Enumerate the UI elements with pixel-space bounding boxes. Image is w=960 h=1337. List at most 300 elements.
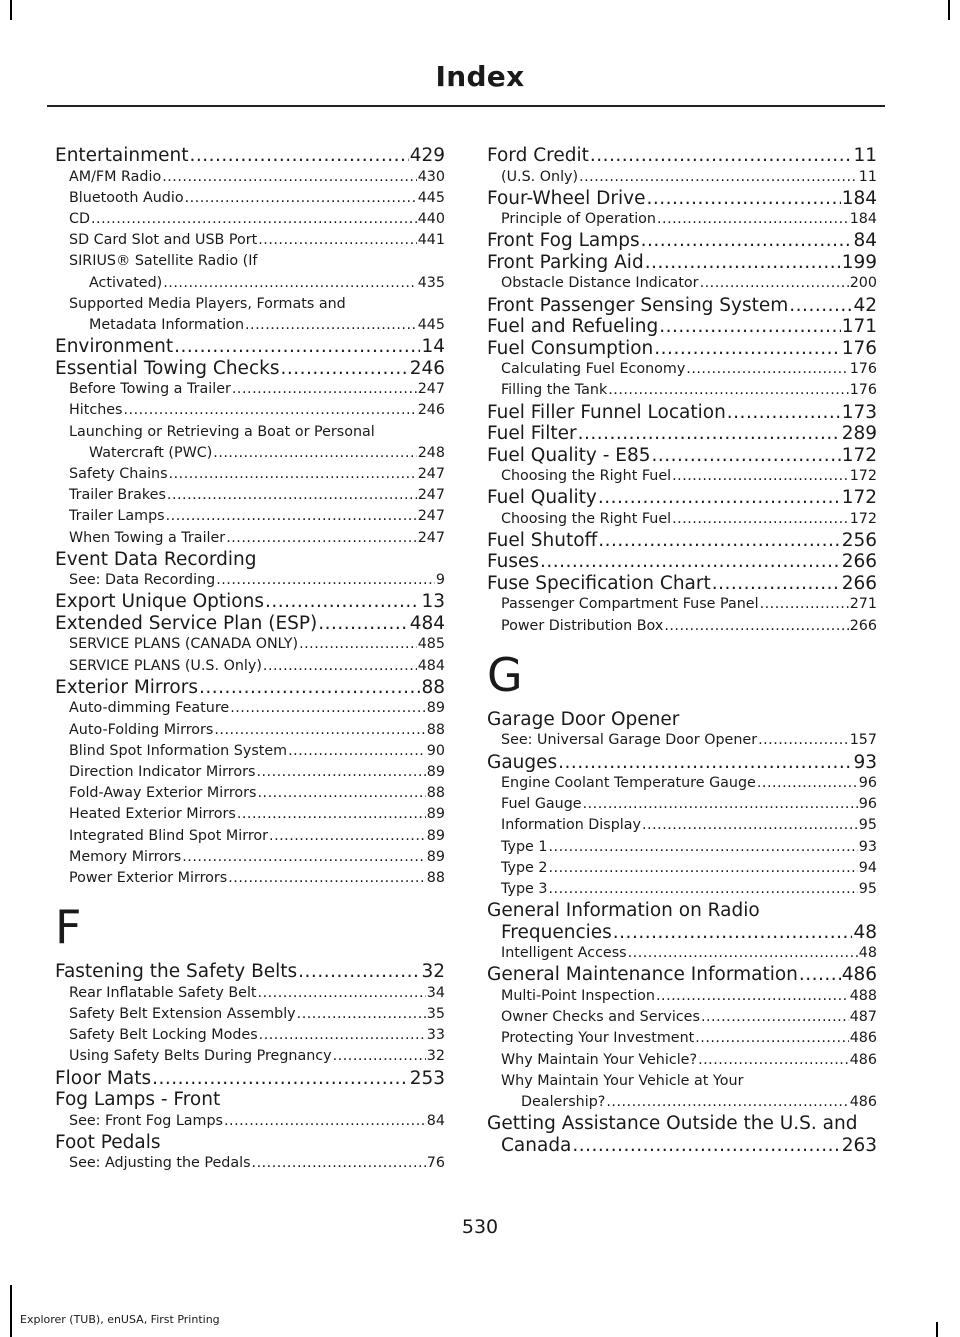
index-entry[interactable] [487,487,877,509]
index-subentry[interactable] [55,570,445,591]
page-reference: 176 [849,361,877,378]
page-reference: 48 [853,921,877,943]
entry-text: Fuse Specification Chart [487,572,711,594]
index-subentry[interactable] [55,209,445,230]
page-reference: 248 [417,444,445,461]
index-entry[interactable] [487,252,877,274]
index-subentry[interactable] [55,506,445,527]
dot-leader [613,922,853,944]
index-subentry[interactable] [55,868,445,889]
page-reference: 89 [426,806,445,823]
index-subentry[interactable] [55,464,445,485]
entry-text: Event Data Recording [55,548,257,570]
page-reference: 440 [417,210,445,227]
index-subentry[interactable] [55,783,445,804]
index-entry[interactable] [55,677,445,699]
dot-leader [583,794,858,815]
index-entry [55,1132,445,1154]
index-entry[interactable] [487,402,877,424]
index-subentry[interactable] [55,188,445,209]
page-reference: 93 [853,751,877,773]
entry-text: Essential Towing Checks [55,357,280,379]
entry-text: Why Maintain Your Vehicle at Your [501,1072,744,1089]
entry-text: Supported Media Players, Formats and [69,295,346,312]
dot-leader [245,315,417,336]
index-subentry[interactable] [487,986,877,1007]
entry-text: Fuel Consumption [487,337,654,359]
dot-leader [657,209,849,230]
page-reference: 246 [417,402,445,419]
dot-leader [333,1046,426,1067]
entry-text: Watercraft (PWC) [89,444,213,461]
dot-leader [169,464,417,485]
dot-leader [124,400,417,421]
index-entry[interactable] [487,295,877,317]
index-subentry[interactable] [55,826,445,847]
page-reference: 96 [858,796,877,813]
dot-leader [258,783,426,804]
entry-text: Floor Mats [55,1067,152,1089]
page-reference: 441 [417,232,445,249]
page-reference: 34 [426,984,445,1001]
index-subentry[interactable] [487,858,877,879]
dot-leader [167,485,417,506]
entry-text: SERVICE PLANS (U.S. Only) [69,657,262,674]
entry-text: Power Distribution Box [501,617,664,634]
index-subentry[interactable] [487,359,877,380]
dot-leader [299,634,417,655]
index-subentry[interactable] [55,167,445,188]
page-reference: 88 [426,785,445,802]
page-reference: 435 [417,274,445,291]
entry-text: Type 3 [501,881,548,898]
entry-text: Front Parking Aid [487,251,644,273]
dot-leader [598,487,841,509]
header-rule [47,105,885,107]
entry-text: Frequencies [501,921,612,943]
dot-leader [656,986,849,1007]
index-subentry [55,294,445,315]
dot-leader [672,509,849,530]
entry-text: SIRIUS® Satellite Radio (If [69,253,258,270]
dot-leader [695,1028,848,1049]
entry-text: Owner Checks and Services [501,1009,700,1026]
entry-text: Type 2 [501,859,548,876]
index-subentry[interactable] [55,762,445,783]
index-subentry[interactable] [487,730,877,751]
entry-text: Launching or Retrieving a Boat or Personal [69,423,375,440]
index-entry[interactable] [487,316,877,338]
dot-leader [258,983,426,1004]
entry-text: Gauges [487,751,558,773]
dot-leader [199,677,420,699]
index-subentry[interactable] [55,804,445,825]
entry-text: Safety Chains [69,465,168,482]
crop-mark-bottom-left [10,1285,12,1337]
dot-leader [548,879,857,900]
entry-text: Why Maintain Your Vehicle? [501,1051,698,1068]
index-entry [487,709,877,731]
index-entry[interactable] [487,338,877,360]
entry-text: Passenger Compartment Fuse Panel [501,596,759,613]
dot-leader [606,1092,848,1113]
page-reference: 88 [426,869,445,886]
index-subentry[interactable] [487,380,877,401]
index-entry[interactable] [487,145,877,167]
index-entry[interactable] [487,964,877,986]
index-subentry[interactable] [55,315,445,336]
page-reference: 172 [849,468,877,485]
index-subentry[interactable] [487,209,877,230]
page-reference: 266 [841,572,877,594]
entry-text: Before Towing a Trailer [69,381,231,398]
page-reference: 256 [841,529,877,551]
page-reference: 172 [841,487,877,509]
index-subentry[interactable] [487,1028,877,1049]
entry-text: See: Adjusting the Pedals [69,1155,251,1172]
entry-text: Choosing the Right Fuel [501,510,672,527]
index-entry[interactable] [487,530,877,552]
page-reference: 176 [849,382,877,399]
dot-leader [174,336,420,358]
index-subentry[interactable] [55,379,445,400]
dot-leader [190,145,409,167]
entry-text: Fuel Filter [487,423,577,445]
page-reference: 88 [426,721,445,738]
page-title: Index [435,60,525,93]
page-reference: 485 [417,636,445,653]
page-reference: 445 [417,189,445,206]
dot-leader [228,868,426,889]
index-subentry[interactable] [487,509,877,530]
index-entry[interactable] [55,961,445,983]
entry-text: Auto-dimming Feature [69,700,230,717]
entry-text: Foot Pedals [55,1131,161,1153]
entry-text: Principle of Operation [501,211,656,228]
dot-leader [654,338,840,360]
index-subentry[interactable] [487,466,877,487]
page-reference: 246 [409,357,445,379]
page-reference: 263 [841,1134,877,1156]
entry-text: See: Front Fog Lamps [69,1112,223,1129]
page-reference: 95 [858,817,877,834]
entry-text: Extended Service Plan (ESP) [55,612,318,634]
index-subentry[interactable] [487,943,877,964]
page-reference: 289 [841,423,877,445]
page-reference: 96 [858,775,877,792]
section-letter: G [487,647,523,702]
index-subentry[interactable] [55,1153,445,1174]
page-reference: 35 [426,1005,445,1022]
entry-text: Power Exterior Mirrors [69,869,228,886]
index-subentry[interactable] [55,400,445,421]
dot-leader [230,698,426,719]
dot-leader [758,730,849,751]
page-reference: 84 [426,1112,445,1129]
dot-leader [258,230,416,251]
entry-text: Export Unique Options [55,591,264,613]
page-reference: 93 [858,838,877,855]
index-subentry[interactable] [55,1025,445,1046]
index-entry[interactable] [487,230,877,252]
index-entry[interactable] [55,336,445,358]
index-entry[interactable] [55,613,445,635]
page-reference: 184 [849,211,877,228]
entry-text: General Maintenance Information [487,964,798,986]
edition-footer: Explorer (TUB), enUSA, First Printing [20,1313,220,1326]
page-reference: 445 [417,316,445,333]
dot-leader [712,573,841,595]
entry-text: Fuel Gauge [501,796,582,813]
page-reference: 199 [841,251,877,273]
dot-leader [182,847,426,868]
dot-leader [280,358,408,380]
dot-leader [162,167,416,188]
page-reference: 95 [858,881,877,898]
page-reference: 429 [409,145,445,166]
page-reference: 487 [849,1009,877,1026]
page-reference: 176 [841,337,877,359]
entry-text: When Towing a Trailer [69,529,226,546]
entry-text: Auto-Folding Mirrors [69,721,214,738]
page-reference: 486 [849,1093,877,1110]
dot-leader [558,752,852,774]
entry-text: (U.S. Only) [501,168,579,185]
entry-text: Rear Inflatable Safety Belt [69,984,257,1001]
index-subentry[interactable] [487,167,877,188]
entry-text: Information Display [501,817,642,834]
index-subentry[interactable] [487,1050,877,1071]
index-entry [487,1113,877,1135]
entry-text: Direction Indicator Mirrors [69,763,256,780]
entry-text: Choosing the Right Fuel [501,468,672,485]
entry-text: Dealership? [521,1093,606,1110]
index-subentry[interactable] [55,634,445,655]
page-reference: 253 [409,1067,445,1089]
entry-text: Fuel and Refueling [487,316,659,338]
page-reference: 11 [853,145,877,166]
dot-leader [548,837,857,858]
index-subentry[interactable] [487,616,877,637]
dot-leader [641,230,853,252]
dot-leader [799,964,841,986]
index-subentry[interactable] [487,879,877,900]
index-subentry[interactable] [55,1111,445,1132]
entry-text: CD [69,210,90,227]
entry-text: Ford Credit [487,145,589,166]
index-subentry[interactable] [487,815,877,836]
index-subentry[interactable] [487,837,877,858]
index-subentry [55,251,445,272]
dot-leader [237,804,426,825]
entry-text: Type 1 [501,838,548,855]
entry-text: Bluetooth Audio [69,189,184,206]
entry-text: Filling the Tank [501,382,608,399]
dot-leader [727,402,841,424]
entry-text: Trailer Brakes [69,487,166,504]
dot-leader [701,1007,849,1028]
index-subentry[interactable] [55,443,445,464]
index-entry[interactable] [55,591,445,613]
dot-leader [318,613,408,635]
index-subentry[interactable] [55,720,445,741]
index-entry[interactable] [487,551,877,573]
index-entry[interactable] [487,573,877,595]
entry-text: SD Card Slot and USB Port [69,232,258,249]
dot-leader [540,551,841,573]
entry-text: Trailer Lamps [69,508,165,525]
dot-leader [647,188,841,210]
entry-text: Multi-Point Inspection [501,987,655,1004]
dot-leader [578,423,841,445]
index-entry[interactable] [487,752,877,774]
index-subentry[interactable] [55,847,445,868]
index-subentry[interactable] [487,1092,877,1113]
page-reference: 172 [849,510,877,527]
entry-text: Fuel Shutoff [487,529,598,551]
entry-text: Entertainment [55,145,189,166]
entry-text: Fuel Quality - E85 [487,444,651,466]
index-entry[interactable] [487,188,877,210]
entry-text: Front Fog Lamps [487,230,640,252]
index-subentry[interactable] [487,273,877,294]
page-reference: 486 [849,1030,877,1047]
dot-leader [652,445,841,467]
index-subentry[interactable] [55,528,445,549]
entry-text: Calculating Fuel Economy [501,361,686,378]
dot-leader [686,359,848,380]
index-subentry[interactable] [55,485,445,506]
index-subentry[interactable] [487,1007,877,1028]
index-column-right [487,145,877,1156]
dot-leader [628,943,858,964]
dot-leader [659,316,840,338]
dot-leader [548,858,857,879]
dot-leader [259,1025,426,1046]
index-entry[interactable] [487,423,877,445]
dot-leader [185,188,417,209]
dot-leader [789,295,852,317]
dot-leader [700,273,849,294]
dot-leader [91,209,417,230]
index-subentry[interactable] [487,773,877,794]
entry-text: Integrated Blind Spot Mirror [69,827,269,844]
index-subentry[interactable] [55,1004,445,1025]
page-reference: 89 [426,700,445,717]
entry-text: AM/FM Radio [69,168,162,185]
entry-text: Safety Belt Extension Assembly [69,1005,296,1022]
entry-text: Fog Lamps - Front [55,1089,221,1110]
entry-text: Environment [55,336,174,358]
index-subentry[interactable] [55,273,445,294]
entry-text: Protecting Your Investment [501,1030,695,1047]
page-reference: 247 [417,465,445,482]
page-reference: 33 [426,1027,445,1044]
entry-text: Getting Assistance Outside the U.S. and [487,1113,858,1135]
index-entry[interactable] [487,445,877,467]
section-letter: F [55,900,82,955]
index-subentry[interactable] [55,656,445,677]
index-subentry[interactable] [487,594,877,615]
index-subentry [487,1071,877,1092]
dot-leader [213,443,416,464]
page-reference: 247 [417,508,445,525]
entry-text: Canada [501,1134,572,1156]
dot-leader [698,1050,849,1071]
index-entry[interactable] [55,1068,445,1090]
entry-text: Activated) [89,274,163,291]
page-reference: 266 [849,617,877,634]
index-entry[interactable] [487,1135,877,1157]
entry-text: Exterior Mirrors [55,676,198,698]
page-reference: 42 [853,294,877,316]
index-subentry[interactable] [55,983,445,1004]
entry-text: Heated Exterior Mirrors [69,806,236,823]
entry-text: Intelligent Access [501,945,627,962]
index-subentry[interactable] [487,794,877,815]
page-reference: 89 [426,848,445,865]
entry-text: Fuses [487,551,540,573]
page-reference: 89 [426,827,445,844]
entry-text: Engine Coolant Temperature Gauge [501,775,756,792]
entry-text: See: Data Recording [69,572,216,589]
dot-leader [224,1111,426,1132]
page-reference: 171 [841,316,877,338]
entry-text: SERVICE PLANS (CANADA ONLY) [69,636,299,653]
dot-leader [256,762,425,783]
page-reference: 486 [849,1051,877,1068]
page-reference: 200 [849,275,877,292]
page-reference: 173 [841,401,877,423]
dot-leader [757,773,858,794]
index-entry[interactable] [487,922,877,944]
index-entry[interactable] [55,358,445,380]
dot-leader [598,530,840,552]
page-reference: 32 [426,1048,445,1065]
dot-leader [572,1135,840,1157]
dot-leader [214,720,425,741]
entry-text: Garage Door Opener [487,708,680,730]
entry-text: Memory Mirrors [69,848,182,865]
dot-leader [645,252,841,274]
dot-leader [760,594,849,615]
entry-text: Blind Spot Information System [69,742,288,759]
index-entry[interactable] [55,145,445,167]
page-reference: 13 [421,591,445,613]
index-subentry[interactable] [55,1046,445,1067]
page-reference: 488 [849,987,877,1004]
dot-leader [298,961,420,983]
dot-leader [269,826,426,847]
page-reference: 484 [409,612,445,634]
entry-text: Hitches [69,402,123,419]
entry-text: Four-Wheel Drive [487,187,646,209]
page-reference: 271 [849,596,877,613]
page-reference: 90 [426,742,445,759]
page-reference: 32 [421,961,445,983]
entry-text: See: Universal Garage Door Opener [501,732,758,749]
index-column-left [55,145,445,1174]
page-reference: 76 [426,1155,445,1172]
index-subentry[interactable] [55,230,445,251]
page-reference: 486 [841,964,877,986]
entry-text: General Information on Radio [487,900,760,922]
index-subentry[interactable] [55,741,445,762]
page-reference: 9 [435,572,445,589]
index-subentry[interactable] [55,698,445,719]
page-reference: 184 [841,187,877,209]
index-subentry [55,422,445,443]
